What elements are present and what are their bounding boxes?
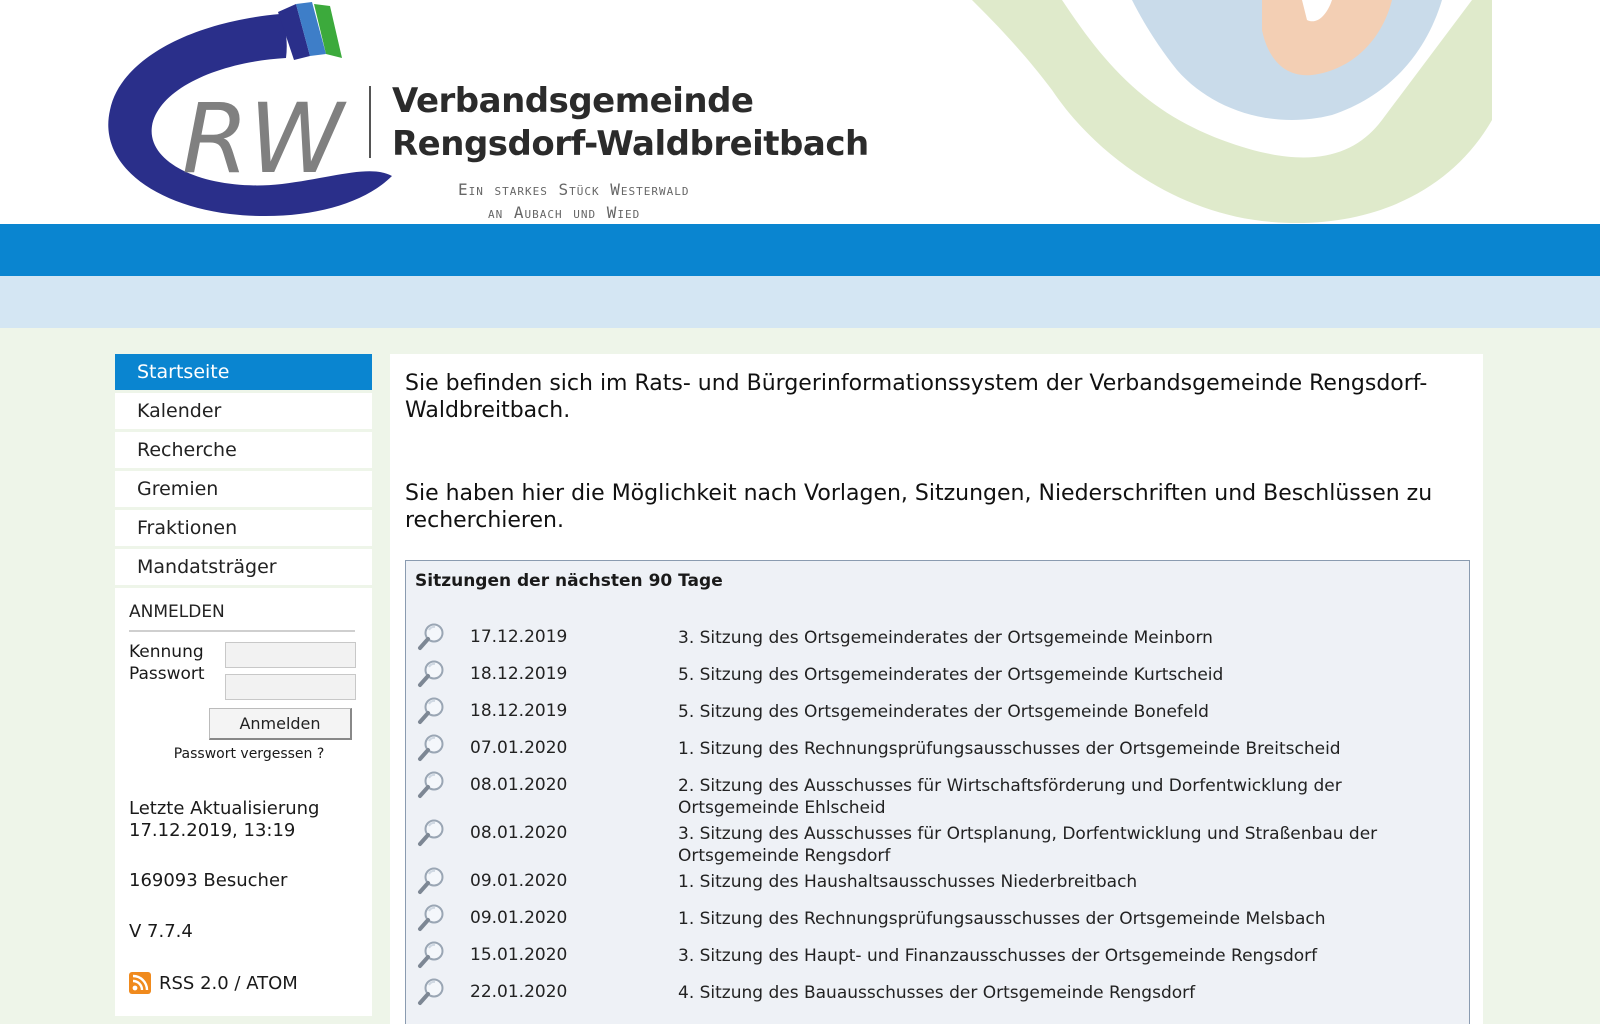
meeting-title-link[interactable]: 3. Sitzung des Haupt- und Finanzausschusses der Ortsgemeinde Rengsdorf [678,946,1318,966]
rw-logo [100,0,400,224]
last-update-label: Letzte Aktualisierung [129,798,320,819]
magnifier-icon[interactable] [416,658,448,690]
meeting-title-link[interactable]: 2. Sitzung des Ausschusses für Wirtschaftsförderung und Dorfentwicklung der Ortsgemeinde Ehlscheid [678,776,1342,818]
meeting-date: 08.01.2020 [470,823,568,843]
magnifier-icon[interactable] [416,976,448,1008]
magnifier-icon[interactable] [416,902,448,934]
meeting-date: 18.12.2019 [470,664,568,684]
meeting-date: 15.01.2020 [470,945,568,965]
nav-item-mandatstraeger[interactable]: Mandatsträger [115,549,372,585]
header-decoration-graphic [972,0,1492,224]
slogan-line1: Ein starkes Stück Westerwald [458,180,690,199]
last-update-value: 17.12.2019, 13:19 [129,820,296,841]
meeting-date: 22.01.2020 [470,982,568,1002]
magnifier-icon[interactable] [416,865,448,897]
version-label: V 7.7.4 [129,921,193,942]
user-label: Kennung [129,642,204,662]
nav-item-kalender[interactable]: Kalender [115,393,372,429]
magnifier-icon[interactable] [416,695,448,727]
meeting-title-link[interactable]: 1. Sitzung des Rechnungsprüfungsausschusses der Ortsgemeinde Breitscheid [678,739,1341,759]
top-blue-bar [0,224,1600,276]
org-name-line1: Verbandsgemeinde [392,81,754,121]
login-info-box [115,588,372,1016]
nav-item-gremien[interactable]: Gremien [115,471,372,507]
meetings-title: Sitzungen der nächsten 90 Tage [415,571,723,591]
last-update [129,798,358,842]
meeting-title-link[interactable]: 5. Sitzung des Ortsgemeinderates der Ortsgemeinde Bonefeld [678,702,1209,722]
magnifier-icon[interactable] [416,769,448,801]
meeting-date: 09.01.2020 [470,908,568,928]
slogan [458,178,690,224]
password-label: Passwort [129,664,205,684]
upcoming-meetings-panel [405,560,1470,1024]
meeting-date: 07.01.2020 [470,738,568,758]
main-content [390,354,1483,1024]
login-form [129,642,358,702]
nav-item-startseite[interactable]: Startseite [115,354,372,390]
magnifier-icon[interactable] [416,732,448,764]
org-name [392,80,869,166]
meeting-date: 08.01.2020 [470,775,568,795]
sidebar [115,354,372,1016]
login-title: ANMELDEN [129,602,355,632]
org-name-line2: Rengsdorf-Waldbreitbach [392,124,869,164]
meeting-title-link[interactable]: 1. Sitzung des Haushaltsausschusses Niederbreitbach [678,872,1138,892]
meeting-title-link[interactable]: 3. Sitzung des Ortsgemeinderates der Ortsgemeinde Meinborn [678,628,1213,648]
login-button[interactable]: Anmelden [209,708,352,740]
magnifier-icon[interactable] [416,939,448,971]
intro-text-1: Sie befinden sich im Rats- und Bürgerinformationssystem der Verbandsgemeinde Rengsdorf-Waldbreitbach. [405,371,1428,423]
light-blue-bar [0,276,1600,328]
password-input[interactable] [225,674,356,700]
meeting-date: 09.01.2020 [470,871,568,891]
meeting-title-link[interactable]: 1. Sitzung des Rechnungsprüfungsausschusses der Ortsgemeinde Melsbach [678,909,1326,929]
slogan-line2: an Aubach und Wied [488,203,641,222]
meeting-title-link[interactable]: 3. Sitzung des Ausschusses für Ortsplanung, Dorfentwicklung und Straßenbau der Ortsgemeinde Rengsdorf [678,824,1378,866]
meeting-date: 18.12.2019 [470,701,568,721]
user-input[interactable] [225,642,356,668]
nav-item-recherche[interactable]: Recherche [115,432,372,468]
nav-item-fraktionen[interactable]: Fraktionen [115,510,372,546]
intro-text-2: Sie haben hier die Möglichkeit nach Vorlagen, Sitzungen, Niederschriften und Beschlüssen zu recherchieren. [405,481,1433,533]
meeting-date: 17.12.2019 [470,627,568,647]
magnifier-icon[interactable] [416,817,448,849]
meeting-title-link[interactable]: 5. Sitzung des Ortsgemeinderates der Ortsgemeinde Kurtscheid [678,665,1224,685]
rss-label: RSS 2.0 / ATOM [159,972,298,994]
rss-icon [129,972,151,994]
forgot-password-link[interactable]: Passwort vergessen ? [173,746,325,762]
site-header [0,0,1600,224]
rss-link[interactable] [129,972,358,994]
meeting-title-link[interactable]: 4. Sitzung des Bauausschusses der Ortsgemeinde Rengsdorf [678,983,1196,1003]
logo-letters: RW [182,83,344,195]
logo-divider [369,86,371,158]
visitor-count: 169093 Besucher [129,870,288,891]
magnifier-icon[interactable] [416,621,448,653]
